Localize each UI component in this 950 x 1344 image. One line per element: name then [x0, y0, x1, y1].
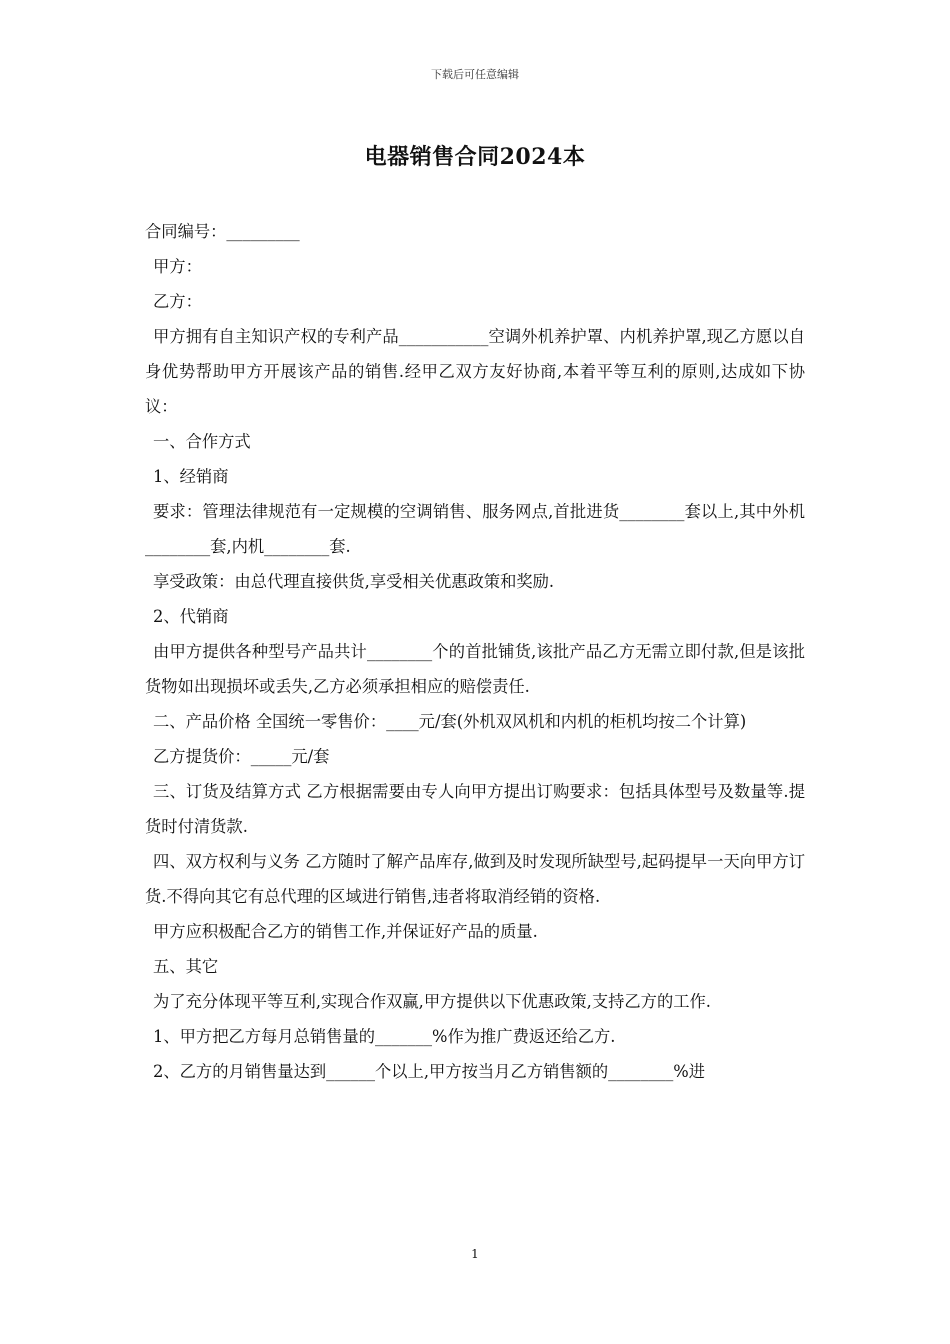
section-heading: 五、其它	[153, 957, 219, 976]
paragraph: 为了充分体现平等互利,实现合作双赢,甲方提供以下优惠政策,支持乙方的工作.	[153, 992, 711, 1011]
party-b-line: 乙方：	[153, 292, 202, 311]
section-heading: 一、合作方式	[153, 432, 251, 451]
section-heading: 二、产品价格 全国统一零售价：____元/套(外机双风机和内机的柜机均按二个计算)	[153, 712, 747, 731]
page-number: 1	[471, 1247, 479, 1261]
contract-number-line: 合同编号：_________	[145, 222, 300, 241]
header-note: 下载后可任意编辑	[431, 68, 519, 81]
subsection-heading: 1、经销商	[153, 467, 229, 486]
subsection-heading: 2、代销商	[153, 607, 229, 626]
preamble-paragraph: 甲方拥有自主知识产权的专利产品___________空调外机养护罩、内机养护罩,现乙方愿以自身优势帮助甲方开展该产品的销售.经甲乙双方友好协商,本着平等互利的原则,达成如下协议：	[145, 327, 805, 416]
section-heading: 四、双方权利与义务 乙方随时了解产品库存,做到及时发现所缺型号,起码提早一天向甲方订货.不得向其它有总代理的区域进行销售,违者将取消经销的资格.	[145, 852, 805, 906]
document-title: 电器销售合同2024本	[364, 144, 586, 170]
paragraph: 由甲方提供各种型号产品共计________个的首批铺货,该批产品乙方无需立即付款,但是该批货物如出现损坏或丢失,乙方必须承担相应的赔偿责任.	[145, 642, 805, 696]
party-a-line: 甲方：	[153, 257, 202, 276]
list-item: 1、甲方把乙方每月总销售量的_______%作为推广费返还给乙方.	[153, 1027, 616, 1046]
paragraph: 甲方应积极配合乙方的销售工作,并保证好产品的质量.	[153, 922, 538, 941]
contract-body	[145, 214, 805, 1089]
list-item: 2、乙方的月销售量达到______个以上,甲方按当月乙方销售额的________%进	[153, 1062, 706, 1081]
section-heading: 三、订货及结算方式 乙方根据需要由专人向甲方提出订购要求：包括具体型号及数量等.提货时付清货款.	[145, 782, 805, 836]
paragraph: 乙方提货价：_____元/套	[153, 747, 330, 766]
paragraph: 享受政策：由总代理直接供货,享受相关优惠政策和奖励.	[153, 572, 555, 591]
paragraph: 要求：管理法律规范有一定规模的空调销售、服务网点,首批进货________套以上,其中外机________套,内机________套.	[145, 502, 805, 556]
